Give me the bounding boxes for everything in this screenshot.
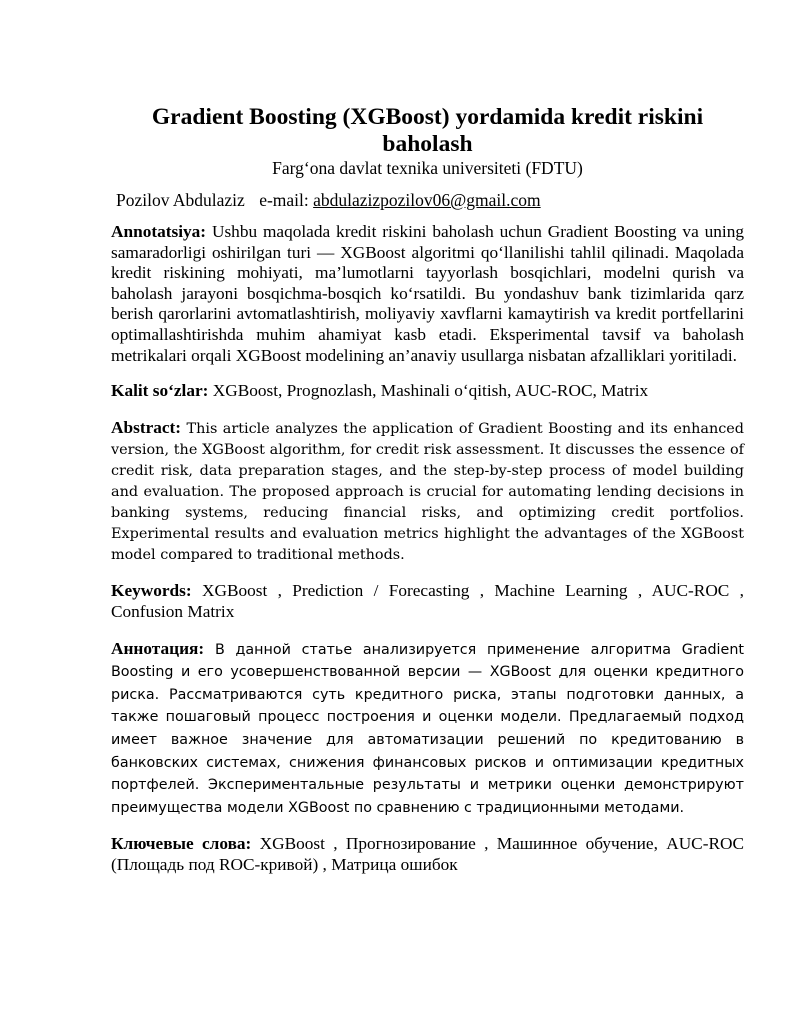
author-name: Pozilov Abdulaziz: [116, 190, 245, 210]
annotation-uz: [111, 222, 744, 366]
keywords-uz: [111, 381, 744, 402]
paper-page: [111, 104, 744, 891]
annotation-uz-text: Ushbu maqolada kredit riskini baholash uchun Gradient Boosting va uning samaradorligi oshirilgan turi — XGBoost algoritmi qo‘llanilishi tahlil qilinadi. Maqolada kredit riskining mohiyati, ma’lumotlarni tayyorlash bosqichlari, modelni qurish va baholash jarayoni bosqichma-bosqich ko‘rsatildi. Bu yondashuv bank tizimlarida qarz berish qarorlarini avtomatlashtirish, moliyaviy xavflarni kamaytirish va kredit portfellarini optimallashtirishda muhim ahamiyat kasb etadi. Eksperimental tavsif va baholash metrikalari orqali XGBoost modelining an’anaviy usullarga nisbatan afzalliklari yoritiladi.: [111, 222, 745, 365]
annotation-ru: [111, 638, 744, 820]
keywords-en-label: Keywords:: [111, 581, 192, 601]
abstract-en: [111, 417, 744, 567]
keywords-ru-label: Ключевые слова:: [111, 834, 252, 854]
annotation-uz-label: Annotatsiya:: [111, 222, 207, 241]
affiliation: Farg‘ona davlat texnika universiteti (FDTU): [272, 158, 583, 178]
keywords-en-text: XGBoost , Prediction / Forecasting , Machine Learning , AUC-ROC , Confusion Matrix: [111, 581, 744, 621]
author-line: [116, 190, 744, 210]
email-label: e-mail:: [259, 190, 309, 210]
abstract-en-text: This article analyzes the application of Gradient Boosting and its enhanced version, the XGBoost algorithm, for credit risk assessment. It discusses the essence of credit risk, data preparation stages, and the step-by-step process of model building and evaluation. The proposed approach is crucial for automating lending decisions in banking systems, reducing financial risks, and optimizing credit portfolios. Experimental results and evaluation metrics highlight the advantages of the XGBoost model compared to traditional methods.: [111, 420, 745, 564]
keywords-ru-text: XGBoost , Прогнозирование , Машинное обучение, AUC-ROC (Площадь под ROC-кривой) , Матрица ошибок: [111, 834, 744, 874]
paper-title: Gradient Boosting (XGBoost) yordamida kredit riskini baholash: [151, 104, 704, 157]
annotation-ru-label: Аннотация:: [111, 638, 205, 658]
annotation-ru-text: В данной статье анализируется применение алгоритма Gradient Boosting и его усовершенствованной версии — XGBoost для оценки кредитного риска. Рассматриваются суть кредитного риска, этапы подготовки данных, а также пошаговый процесс построения и оценки модели. Предлагаемый подход имеет важное значение для автоматизации решений по кредитованию в банковских системах, снижения финансовых рисков и оптимизации кредитных портфелей. Экспериментальные результаты и метрики оценки демонстрируют преимущества модели XGBoost по сравнению с традиционными методами.: [111, 641, 744, 816]
abstract-en-label: Abstract:: [111, 417, 182, 437]
keywords-uz-text: XGBoost, Prognozlash, Mashinali o‘qitish, AUC-ROC, Matrix: [212, 381, 649, 401]
keywords-uz-label: Kalit so‘zlar:: [111, 381, 209, 401]
keywords-ru: [111, 834, 744, 875]
email-link[interactable]: abdulazizpozilov06@gmail.com: [313, 190, 541, 210]
keywords-en: [111, 581, 744, 622]
